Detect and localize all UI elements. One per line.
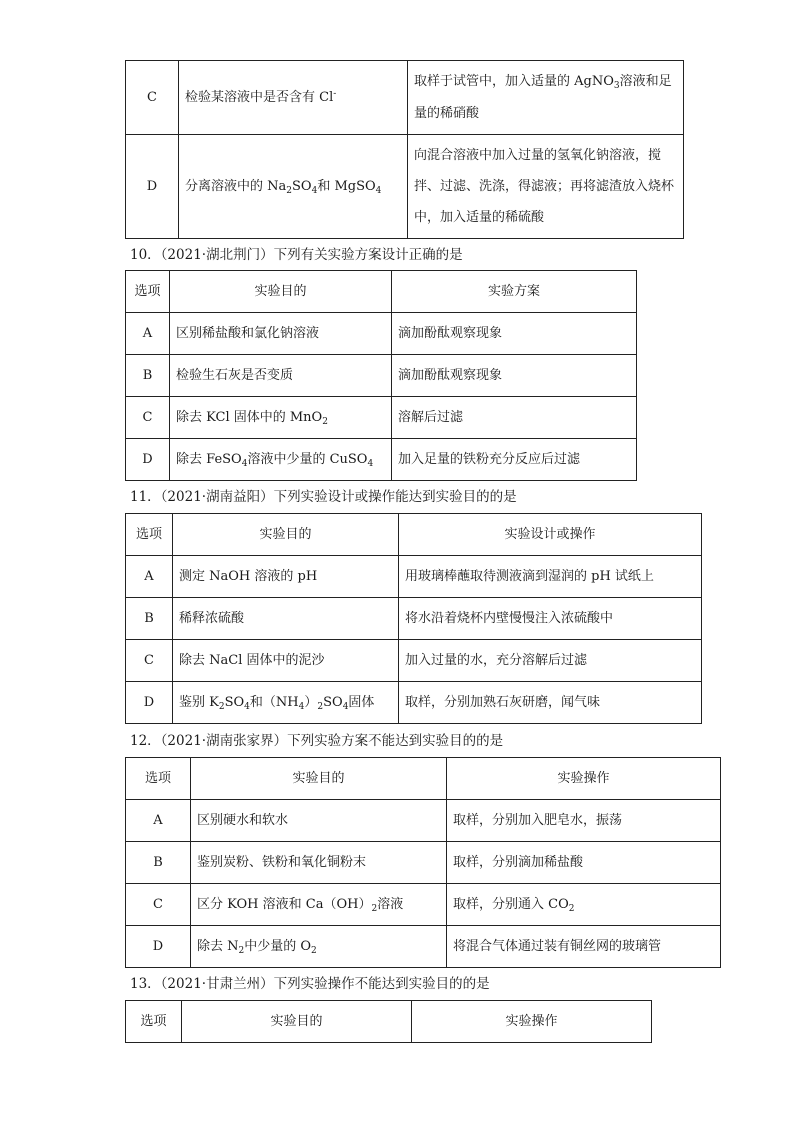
table-row — [126, 800, 721, 842]
method-cell: 取样，分别加入肥皂水，振荡 — [447, 800, 721, 842]
question-10-title: 10．（2021·湖北荆门）下列有关实验方案设计正确的是 — [130, 247, 463, 263]
header-option: 选项 — [126, 271, 170, 313]
table-row — [126, 61, 684, 135]
question-12-title: 12．（2021·湖南张家界）下列实验方案不能达到实验目的的是 — [130, 733, 504, 749]
method-cell: 取样，分别通入 $CO_2$ — [447, 884, 721, 926]
method-cell: 将水沿着烧杯内壁慢慢注入浓硫酸中 — [399, 598, 702, 640]
goal-cell: 区别稀盐酸和氯化钠溶液 — [170, 313, 392, 355]
option-cell: D — [126, 135, 179, 239]
header-option: 选项 — [126, 514, 173, 556]
option-cell: C — [126, 397, 170, 439]
header-goal: 实验目的 — [173, 514, 399, 556]
q12-table — [125, 757, 721, 968]
method-cell: 滴加酚酞观察现象 — [392, 355, 637, 397]
method-cell: 用玻璃棒蘸取待测液滴到湿润的 pH 试纸上 — [399, 556, 702, 598]
goal-cell: 除去 NaCl 固体中的泥沙 — [173, 640, 399, 682]
option-cell: B — [126, 355, 170, 397]
q13-table — [125, 1000, 652, 1043]
table-row — [126, 926, 721, 968]
header-method: 实验操作 — [447, 758, 721, 800]
method-cell: 将混合气体通过装有铜丝网的玻璃管 — [447, 926, 721, 968]
goal-cell: 除去 KCl 固体中的 MnO$_2$ — [170, 397, 392, 439]
goal-cell: 区别硬水和软水 — [191, 800, 447, 842]
table-header-row — [126, 758, 721, 800]
goal-cell: 鉴别 $K_2SO_4$和$(NH_4)_2SO_4$固体 — [173, 682, 399, 724]
goal-cell: 除去 $N_2$中少量的 $O_2$ — [191, 926, 447, 968]
table-row — [126, 640, 702, 682]
table-row — [126, 598, 702, 640]
option-cell: A — [126, 556, 173, 598]
q10-table — [125, 270, 637, 481]
header-goal: 实验目的 — [191, 758, 447, 800]
header-method: 实验操作 — [412, 1001, 652, 1043]
option-cell: D — [126, 926, 191, 968]
option-cell: A — [126, 800, 191, 842]
method-cell: 加入过量的水，充分溶解后过滤 — [399, 640, 702, 682]
table-row — [126, 556, 702, 598]
option-cell: C — [126, 640, 173, 682]
option-cell: D — [126, 439, 170, 481]
table-header-row — [126, 1001, 652, 1043]
option-cell: B — [126, 598, 173, 640]
table-row — [126, 313, 637, 355]
header-option: 选项 — [126, 758, 191, 800]
q11-table — [125, 513, 702, 724]
table-row — [126, 355, 637, 397]
goal-cell: 区分 KOH 溶液和 $Ca(OH)_2$溶液 — [191, 884, 447, 926]
header-option: 选项 — [126, 1001, 182, 1043]
table-row — [126, 682, 702, 724]
method-cell: 取样，分别滴加稀盐酸 — [447, 842, 721, 884]
table-row — [126, 884, 721, 926]
option-cell: A — [126, 313, 170, 355]
method-cell: 溶解后过滤 — [392, 397, 637, 439]
goal-cell: 稀释浓硫酸 — [173, 598, 399, 640]
goal-cell: 鉴别炭粉、铁粉和氧化铜粉末 — [191, 842, 447, 884]
question-11-title: 11．（2021·湖南益阳）下列实验设计或操作能达到实验目的的是 — [130, 489, 517, 505]
method-cell: 向混合溶液中加入过量的氢氧化钠溶液，搅拌、过滤、洗涤，得滤液；再将滤渣放入烧杯中，加入适量的稀硫酸 — [408, 135, 684, 239]
method-cell: 加入足量的铁粉充分反应后过滤 — [392, 439, 637, 481]
option-cell: C — [126, 884, 191, 926]
goal-cell: 检验生石灰是否变质 — [170, 355, 392, 397]
goal-cell: 检验某溶液中是否含有 Cl- — [179, 61, 408, 135]
method-cell: 取样，分别加熟石灰研磨，闻气味 — [399, 682, 702, 724]
header-method: 实验方案 — [392, 271, 637, 313]
header-goal: 实验目的 — [170, 271, 392, 313]
option-cell: D — [126, 682, 173, 724]
goal-cell: 测定 NaOH 溶液的 pH — [173, 556, 399, 598]
method-cell: 取样于试管中，加入适量的 AgNO$_3$溶液和足量的稀硝酸 — [408, 61, 684, 135]
header-method: 实验设计或操作 — [399, 514, 702, 556]
goal-cell: 分离溶液中的 $Na_2SO_4$和 MgSO$_4$ — [179, 135, 408, 239]
method-cell: 滴加酚酞观察现象 — [392, 313, 637, 355]
option-cell: B — [126, 842, 191, 884]
table-row — [126, 439, 637, 481]
table-row — [126, 397, 637, 439]
table-row — [126, 842, 721, 884]
q9-table — [125, 60, 684, 239]
header-goal: 实验目的 — [182, 1001, 412, 1043]
table-header-row — [126, 271, 637, 313]
table-row — [126, 135, 684, 239]
question-13-title: 13．（2021·甘肃兰州）下列实验操作不能达到实验目的的是 — [130, 976, 490, 992]
goal-cell: 除去 FeSO$_4$溶液中少量的 CuSO$_4$ — [170, 439, 392, 481]
option-cell: C — [126, 61, 179, 135]
table-header-row — [126, 514, 702, 556]
